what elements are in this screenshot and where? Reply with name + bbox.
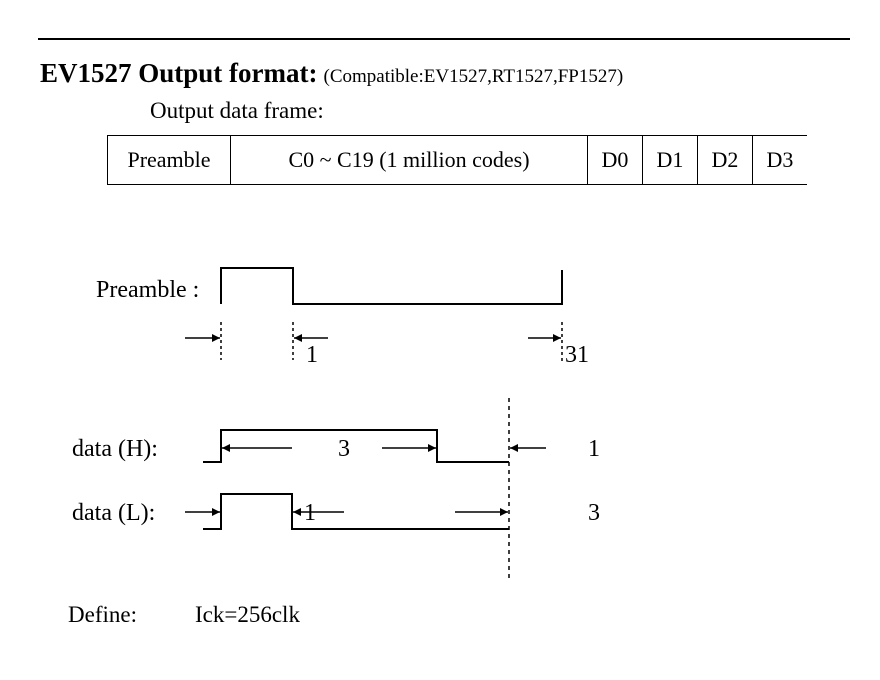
define-line xyxy=(68,602,300,628)
data-h-waveform xyxy=(203,430,509,462)
heading-title: EV1527 Output format: xyxy=(40,58,318,88)
frame-subtitle: Output data frame: xyxy=(150,98,324,123)
frame-cell-d1: D1 xyxy=(643,136,698,185)
frame-cell-d2: D2 xyxy=(698,136,753,185)
data-l-low-label: 3 xyxy=(588,500,600,526)
define-label: Define: xyxy=(68,602,137,627)
preamble-waveform xyxy=(221,268,562,304)
data-h-high-label: 3 xyxy=(338,436,350,462)
data-h-label: data (H): xyxy=(72,436,158,462)
frame-cell-preamble: Preamble xyxy=(108,136,231,185)
data-l-label: data (L): xyxy=(72,500,156,526)
preamble-total-label: 31 xyxy=(565,342,589,368)
frame-cell-d0: D0 xyxy=(588,136,643,185)
define-value: Ick=256clk xyxy=(195,602,300,627)
data-h-low-label: 1 xyxy=(588,436,600,462)
heading-compat: (Compatible:EV1527,RT1527,FP1527) xyxy=(323,66,624,87)
frame-cell-code: C0 ~ C19 (1 million codes) xyxy=(231,136,588,185)
preamble-label: Preamble : xyxy=(96,277,200,303)
preamble-high-width-label: 1 xyxy=(306,342,318,368)
frame-cell-d3: D3 xyxy=(753,136,808,185)
data-l-high-label: 1 xyxy=(304,500,316,526)
